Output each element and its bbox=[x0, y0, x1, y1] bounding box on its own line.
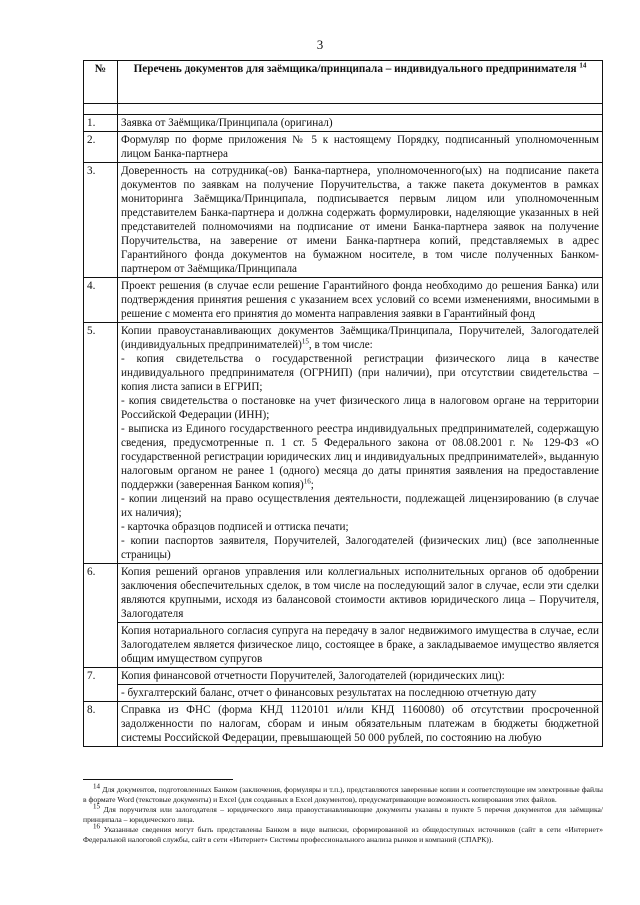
table-header-row bbox=[84, 61, 603, 104]
footnote-ref-14: 14 bbox=[579, 61, 587, 70]
footnote-divider bbox=[83, 779, 233, 780]
list-item: - карточка образцов подписей и оттиска печати; bbox=[121, 521, 349, 533]
table-row bbox=[84, 702, 603, 747]
row-number: 2. bbox=[84, 132, 118, 163]
table-row bbox=[84, 163, 603, 278]
list-item: - копия свидетельства о постановке на учет физического лица в налоговом органе на территории Российской Федерации (ИНН); bbox=[121, 395, 599, 421]
list-item: - копии паспортов заявителя, Поручителей, Залогодателей (физических лиц) (все заполненные страницы) bbox=[121, 535, 599, 561]
table-row bbox=[84, 323, 603, 564]
footnote-16: $^{16}$ Указанные сведения могут быть представлены Банком в виде выписки, сформированной из общедоступных источников (сайт в сети «Интернет» Федеральной налоговой службы, сайт в сети «Интернет» Системы профессионального анализа рынков и компаний (СПАРК)). bbox=[83, 822, 603, 844]
table-row bbox=[84, 132, 603, 163]
table-row bbox=[84, 685, 603, 702]
row-text bbox=[118, 323, 603, 564]
table-row bbox=[84, 668, 603, 685]
table-title: Перечень документов для заёмщика/принципала – индивидуального предпринимателя $^{14}$ bbox=[118, 61, 603, 104]
row-text: - бухгалтерский баланс, отчет о финансовых результатах на последнюю отчетную дату bbox=[118, 685, 603, 702]
row-number: 6. bbox=[84, 564, 118, 668]
row-number: 4. bbox=[84, 278, 118, 323]
row-text: Копия нотариального согласия супруга на передачу в залог недвижимого имущества в случае, если Залогодателем является физическое лицо, состоящее в браке, а закладываемое имущество является общим имуществом супругов bbox=[118, 623, 603, 668]
table-row bbox=[84, 564, 603, 623]
row-text: Проект решения (в случае если решение Гарантийного фонда необходимо до решения Банка) или подтверждения принятия решения с указанием всех условий со всеми изменениями, вносимыми в решение с момента его принятия до момента направления заявки в Гарантийный фонд bbox=[118, 278, 603, 323]
row-number: 8. bbox=[84, 702, 118, 747]
row-text: Копия решений органов управления или коллегиальных исполнительных органов об одобрении заключения обеспечительных сделок, в том числе на последующий залог в случае, если эти сделки являются крупными, исходя из балансовой стоимости активов юридического лица – Поручителя, Залогодателя bbox=[118, 564, 603, 623]
table-row bbox=[84, 115, 603, 132]
footnote-15: $^{15}$ Для поручителя или залогодателя – юридического лица правоустанавливающие документы указаны в пункте 5 перечня документов для заёмщика/принципала – юридического лица. bbox=[83, 802, 604, 824]
row-number: 3. bbox=[84, 163, 118, 278]
documents-table bbox=[83, 60, 603, 747]
page-number: 3 bbox=[316, 37, 324, 52]
row-text: Формуляр по форме приложения № 5 к настоящему Порядку, подписанный уполномоченным лицом Банка-партнера bbox=[118, 132, 603, 163]
row-number: 1. bbox=[84, 115, 118, 132]
table-row bbox=[84, 278, 603, 323]
list-item: - копии лицензий на право осуществления деятельности, подлежащей лицензированию (в случае их наличия); bbox=[121, 493, 599, 519]
table-spacer-row bbox=[84, 104, 603, 115]
row-text: Доверенность на сотрудника(-ов) Банка-партнера, уполномоченного(ых) на подписание пакета документов по заявкам на получение Поручительства, а также пакета документов в рамках мониторинга Заёмщика/Принципала, подписывается первым лицом или уполномоченным представителем Банка-партнера и должна содержать формулировки, наделяющие указанных в ней представителей полномочиями на подписание от имени Банка-партнера заявок на получение Поручительства, на заверение от имени Банка-партнера копий, представляемых в адрес Гарантийного фонда документов на бумажном носителе, в том числе полученных Банком-партнером от Заёмщика/Принципала bbox=[118, 163, 603, 278]
row-number: 7. bbox=[84, 668, 118, 702]
table-row bbox=[84, 623, 603, 668]
row-number: 5. bbox=[84, 323, 118, 564]
header-num: № bbox=[84, 61, 118, 104]
footnotes bbox=[83, 782, 604, 846]
footnote-ref-16: 16 bbox=[303, 477, 311, 486]
list-item: - выписка из Единого государственного реестра индивидуальных предпринимателей, содержащую сведения, предусмотренные п. 1 ст. 5 Федерального закона от 08.08.2001 г. № 129-ФЗ «О государственной регистрации юридических лиц и индивидуальных предпринимателей», выданную налоговым органом не ранее 1 (одного) месяца до даты принятия заявления на предоставление поддержки (заверенная Банком копия)$^{16}$; bbox=[121, 423, 599, 491]
row-text: Заявка от Заёмщика/Принципала (оригинал) bbox=[118, 115, 603, 132]
list-item: - копия свидетельства о государственной регистрации физического лица в качестве индивидуального предпринимателя (ОГРНИП) (при наличии), при отсутствии свидетельства – копия листа записи в ЕГРИП; bbox=[121, 353, 599, 393]
row-text: Справка из ФНС (форма КНД 1120101 и/или КНД 1160080) об отсутствии просроченной задолженности по налогам, сборам и иным обязательным платежам в бюджеты бюджетной системы Российской Федерации, превышающей 50 000 рублей, по состоянию на любую bbox=[118, 702, 603, 747]
footnote-14: $^{14}$ Для документов, подготовленных Банком (заключения, формуляры и т.п.), представляются заверенные копии и соответствующие им электронные файлы в формате Word (текстовые документы) и Excel (для созданных в Excel документов), предусматривающие возможность копирования этих файлов. bbox=[83, 782, 604, 804]
row-text: Копия финансовой отчетности Поручителей, Залогодателей (юридических лиц): bbox=[118, 668, 603, 685]
footnote-ref-15: 15 bbox=[301, 337, 309, 346]
row-intro: Копии правоустанавливающих документов Заёмщика/Принципала, Поручителей, Залогодателей (индивидуальных предпринимателей)$^{15}$, в том числе: bbox=[121, 325, 599, 351]
